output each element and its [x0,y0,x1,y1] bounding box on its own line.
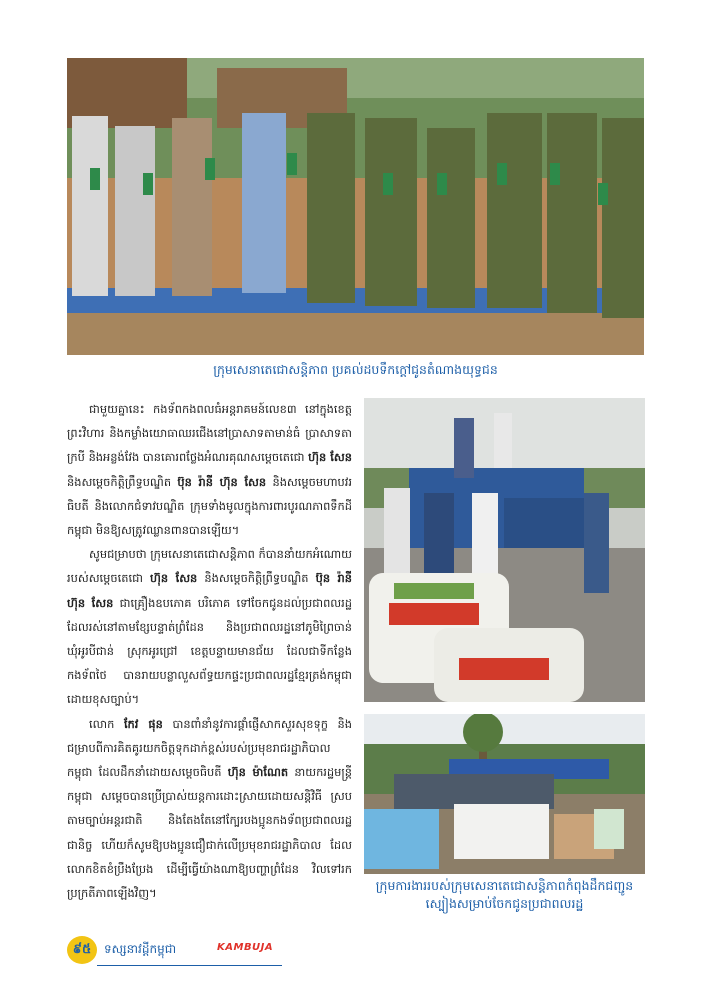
caption-top-photo: ក្រុមសេនាតេជោសន្តិភាព ប្រគល់ដបទឹកក្តៅជូនតំណាងយុទ្ធជន [213,362,498,377]
magazine-name: ទស្សនាវដ្តីកម្ពុជា [104,942,177,956]
photo-soldiers-thermos [67,58,644,355]
article-paragraph: សូមជម្រាបថា ក្រុមសេនាតេជោសន្តិភាព ក៏បាននាំយកអំណោយរបស់សម្តេចតេជោ ហ៊ុន សែន និងសម្តេចកិត្តិព្រឹទ្ធបណ្ឌិត ប៊ុន រ៉ានី ហ៊ុន សែន ជាគ្រឿងឧបភោគ បរិភោគ ទៅចែកជូនដល់ប្រជាពលរដ្ឋ ដែលរស់នៅតាមខ្សែបន្ទាត់ព្រំដែន និងប្រជាពលរដ្ឋនៅភូមិព្រៃចាន់ ឃុំអូរបីជាន់ ស្រុកអូរជ្រៅ ខេត្តបន្ទាយមានជ័យ ដែលជាទីកន្លែងកងទ័ពថៃ បានរាយបន្លាលួសព័ទ្ធយកផ្ទះប្រជាពលរដ្ឋខ្មែរត្រង់កម្ពុជា ដោយខុសច្បាប់។ [67,547,352,707]
article-body [67,397,352,905]
page-footer [67,935,282,965]
article-paragraph: ជាមួយគ្នានេះ កងទ័ពកងពលធំអន្តរាគមន៍លេខ៣ នៅក្នុងខេត្តព្រះវិហារ និងកម្លាំងយោធាឈរជើងនៅប្រាសាទតាមាន់ធំ ប្រាសាទតាក្របី និងអន្លង់វែង បានគោរពថ្លែងអំណរគុណសម្តេចតេជោ ហ៊ុន សែន និងសម្តេចកិត្តិព្រឹទ្ធបណ្ឌិត ប៊ុន រ៉ានី ហ៊ុន សែន និងសម្តេចមហាបវរធិបតី និងលោកជំទាវបណ្ឌិត ក្រុមទាំងមូលក្នុងការពារបូរណភាពទឹកដីកម្ពុជា មិនឱ្យសត្រូវឈ្លានពានបានឡើយ។ [67,402,353,538]
magazine-brand: KAMBUJA [217,942,274,953]
photo-soldiers-thermos-graphic [67,58,644,355]
photo-rice-truck-graphic [364,398,645,702]
page-number-badge: ៩៥ [67,936,97,964]
photo-rice-truck [364,398,645,702]
caption-right-photo: ក្រុមការងាររបស់ក្រុមសេនាតេជោសន្តិភាពកំពុងដឹកជញ្ជូនស្បៀងសម្រាប់ចែកជូនប្រជាពលរដ្ឋ [375,878,634,911]
article-paragraph: លោក កែវ ផុន បានពាំនាំនូវការផ្តាំផ្ញើសាកសួរសុខទុក្ខ និងជម្រាបពីការគិតគូរយកចិត្តទុកដាក់ខ្ពស់របស់ប្រមុខរាជរដ្ឋាភិបាលកម្ពុជា ដែលដឹកនាំដោយសម្តេចធិបតី ហ៊ុន ម៉ាណែត នាយករដ្ឋមន្ត្រីកម្ពុជា សម្តេចបានប្រើប្រាស់យន្តការដោះស្រាយដោយសន្តិវិធី ស្របតាមច្បាប់អន្តរជាតិ និងតែងតែនៅក្បែរបងប្អូនកងទ័ពប្រជាពលរដ្ឋជានិច្ច ហើយក៏សូមឱ្យបងប្អូនជឿជាក់លើប្រមុខរាជរដ្ឋាភិបាល ដែលលោកខិតខំប្រឹងប្រែង ដើម្បីធ្វើយ៉ាងណាឱ្យបញ្ហាព្រំដែន វិលទៅរកប្រក្រតីភាពឡើងវិញ។ [67,716,353,901]
footer-divider [97,965,282,966]
photo-supplies-tent-graphic [364,714,645,874]
photo-supplies-tent [364,714,645,874]
